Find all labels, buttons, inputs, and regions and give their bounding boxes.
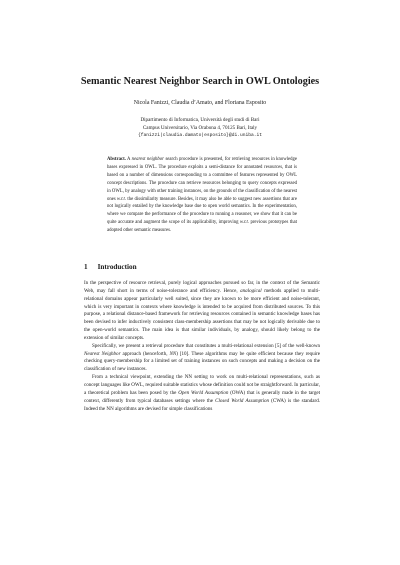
abstract-label: Abstract.: [107, 157, 126, 162]
paragraph-emphasis: analogical: [240, 287, 262, 294]
affiliation-address: Campus Universitario, Via Orabona 4, 70125 Bari, Italy: [142, 124, 258, 131]
paragraph-text: approach (henceforth,: [120, 350, 170, 357]
body-text: [84, 280, 320, 413]
paragraph: [84, 280, 320, 343]
paper-title: Semantic Nearest Neighbor Search in OWL Ontologies: [80, 76, 320, 87]
affiliation-department: Dipartimento di Informatica, Università degli studi di Bari: [140, 117, 260, 123]
paragraph-emphasis: NN: [169, 350, 177, 357]
section-number: 1: [84, 263, 88, 271]
paragraph-emphasis: Nearest Neighbor: [84, 350, 121, 357]
abstract-emphasis: nearest neighbor: [131, 157, 165, 162]
paragraph-text: (CWA) is the standard. Indeed the NN algorithms are devised for simple classifications: [84, 397, 321, 412]
abstract-text: the dissimilarity measure. Besides, it may also be able to suggest new assertions that are not logically entailed by the knowledge base due to open world semantics. In the experimentation, where we compare the performance of the procedure to running a reasoner, we show that it can be quite accurate and augment the scope of its applicability, improving: [107, 196, 297, 226]
section-title: Introduction: [97, 263, 137, 271]
paragraph: [84, 343, 320, 374]
affiliation: [0, 117, 400, 140]
abstract-text: previous prototypes that adopted other semantic measures.: [107, 220, 297, 234]
abstract-emphasis: w.r.t.: [239, 220, 249, 226]
abstract-emphasis: w.r.t.: [117, 196, 127, 202]
paragraph-text: From a technical viewpoint, extending the NN setting to work on multi-relational representations, such as concept languages like OWL, required suitable statistics whose definition could not be straightforward. In particular, a theoretical problem has been posed by the: [84, 374, 320, 396]
section-heading: [84, 263, 137, 271]
affiliation-email: {fanizzi|claudia.damato|esposito}@di.uniba.it: [137, 133, 263, 139]
paragraph: [84, 374, 320, 413]
abstract: [107, 156, 297, 235]
paragraph-text: In the perspective of resource retrieval, purely logical approaches pursued so far, in the context of the Semantic Web, may fall short in terms of noise-tolerance and efficiency. Hence,: [84, 280, 320, 294]
paragraph-text: methods applied to multi-relational domains appear particularly well suited, since they are known to be more efficient and noise-tolerant, which is very important in contexts where knowledge is intended to be acquired from distributed sources. To this purpose, a relational distance-based framework for retrieving resources contained in semantic knowledge bases has been devised to infer inductively consistent class-membership assertions that may be not logically derivable due to the open-world semantics. The main idea is that similar individuals, by analogy, should likely belong to the extension of similar concepts.: [84, 287, 320, 341]
author-list: Nicola Fanizzi, Claudia d’Amato, and Floriana Esposito: [133, 100, 267, 106]
paragraph-text: (OWA) that is generally made in the target context, differently from typical databases settings where the: [84, 389, 320, 404]
paragraph-text: Specifically, we present a retrieval procedure that constitutes a multi-relational extension [5] of the well-known: [92, 342, 320, 349]
paragraph-emphasis: Open World Assumption: [178, 389, 229, 396]
abstract-text: search procedure is presented, for retrieving resources in knowledge bases expressed in OWL. The procedure exploits a semi-distance for annotated resources, that is based on a number of dimensions corresponding to a committee of features represented by OWL concept descriptions. The procedure can retrieve resources belonging to query concepts expressed in OWL, by analogy with other training instances, on the grounds of the classification of the nearest ones: [107, 157, 298, 202]
paragraph-text: ) [10]. These algorithms may be quite efficient because they require checking query-membership for a limited set of training instances on such concepts and making a decision on the classification of new instances.: [84, 350, 320, 373]
paragraph-emphasis: Closed World Assumption: [215, 397, 270, 404]
abstract-text: A: [125, 157, 132, 162]
